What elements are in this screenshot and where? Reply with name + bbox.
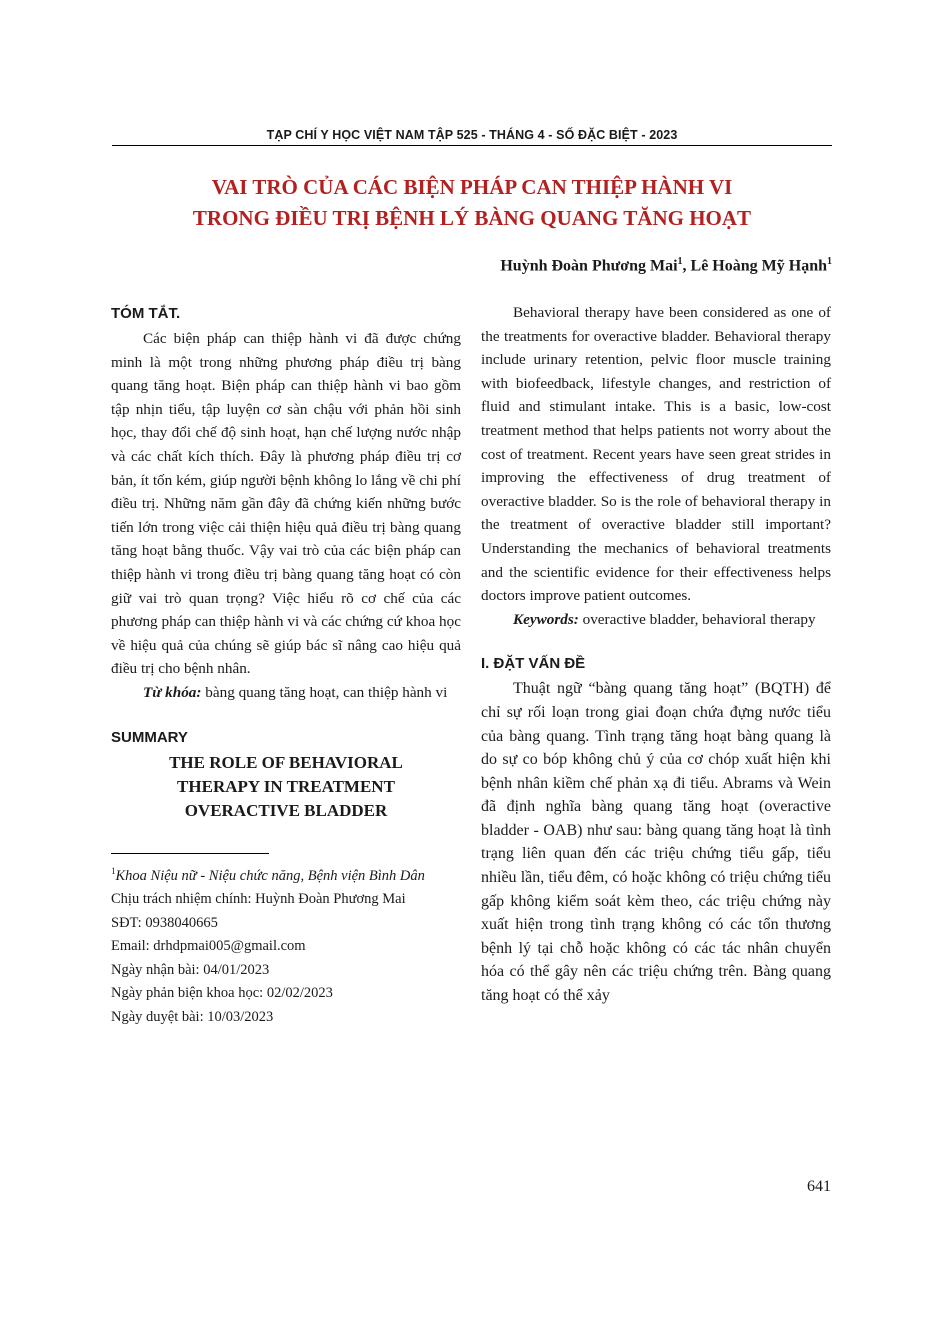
section-1-body: Thuật ngữ “bàng quang tăng hoạt” (BQTH) để chỉ sự rối loạn trong giai đoạn chứa đựng nước tiểu của bàng quang. Tình trạng tăng hoạt bàng quang là do sự co bóp không chủ ý của cơ chóp xuất hiện khi bệnh nhân kiềm chế phản xạ đi tiểu. Abrams và Wein đã định nghĩa bàng quang tăng hoạt (overactive bladder - OAB) như sau: bàng quang tăng hoạt là tình trạng liên quan đến các triệu chứng tiểu gấp, tiểu nhiều lần, tiểu đêm, có hoặc không có triệu chứng tiểu gấp không kiểm soát kèm theo, các triệu chứng này xuất hiện trong tình trạng không có các tổn thương bệnh lý tại chỗ hoặc không có các tác nhân chuyển hóa có thể gây nên các triệu chứng trên. Bàng quang tăng hoạt có thể xảy — [481, 680, 831, 1005]
author-1: Huỳnh Đoàn Phương Mai — [500, 257, 678, 275]
abstract-en-keywords — [481, 608, 831, 632]
footnote-affiliation — [111, 860, 461, 888]
keywords-vi-text: bàng quang tăng hoạt, can thiệp hành vi — [201, 683, 448, 701]
author-separator: , — [682, 257, 691, 275]
authors — [500, 256, 832, 275]
abstract-en-body: Behavioral therapy have been considered as one of the treatments for overactive bladder. Behavioral therapy include urinary retention, pelvic floor muscle training with biofeedback, lifestyle changes, and restriction of fluid and stimulant intake. This is a basic, low-cost treatment method that helps patients not worry about the cost of treatment. Recent years have seen great strides in improving the effectiveness of drug treatment of overactive bladder. So is the role of behavioral therapy in the treatment of overactive bladder still important? Understanding the mechanics of behavioral treatments and the scientific evidence for their effectiveness helps doctors improve patient outcomes. — [481, 304, 831, 605]
summary-title — [111, 751, 461, 823]
summary-heading: SUMMARY — [111, 728, 188, 746]
footnote-received-date: Ngày nhận bài: 04/01/2023 — [111, 961, 270, 978]
keywords-en-text: overactive bladder, behavioral therapy — [578, 610, 816, 628]
keywords-en-label: Keywords: — [513, 610, 579, 628]
section-1-heading: I. ĐẶT VẤN ĐỀ — [481, 655, 586, 673]
author-1-affiliation: 1 — [677, 256, 683, 267]
footnote-accepted-date: Ngày duyệt bài: 10/03/2023 — [111, 1008, 274, 1025]
footnote-email: Email: drhdpmai005@gmail.com — [111, 938, 306, 955]
abstract-vi-heading: TÓM TẮT. — [111, 305, 181, 322]
summary-title-line-1: THE ROLE OF BEHAVIORAL — [169, 752, 403, 772]
page-number: 641 — [807, 1178, 831, 1195]
footnote-review-date: Ngày phản biện khoa học: 02/02/2023 — [111, 985, 333, 1002]
summary-title-line-3: OVERACTIVE BLADDER — [184, 800, 388, 820]
footnote-divider — [111, 853, 269, 854]
footnote-phone: SĐT: 0938040665 — [111, 914, 218, 931]
keywords-vi-label: Từ khóa: — [143, 683, 202, 701]
author-2: Lê Hoàng Mỹ Hạnh — [690, 257, 827, 275]
author-2-affiliation: 1 — [827, 256, 832, 267]
summary-title-line-2: THERAPY IN TREATMENT — [177, 776, 395, 796]
article-title — [112, 172, 832, 234]
journal-header: TẠP CHÍ Y HỌC VIỆT NAM TẬP 525 - THÁNG 4 - SỐ ĐẶC BIỆT - 2023 — [112, 128, 832, 146]
abstract-vi-body: Các biện pháp can thiệp hành vi đã được chứng minh là một trong những phương pháp điều trị bàng quang tăng hoạt. Biện pháp can thiệp hành vi bao gồm tập nhịn tiểu, tập luyện cơ sàn chậu với phản hồi sinh học, thay đổi chế độ sinh hoạt, hạn chế lượng nước nhập và các chất kích thích. Đây là phương pháp điều trị cơ bản, ít tốn kém, giúp người bệnh không lo lắng về chi phí điều trị. Những năm gần đây đã chứng kiến những bước tiến lớn trong việc cải thiện hiệu quả điều trị bàng quang tăng hoạt bằng thuốc. Vậy vai trò của các biện pháp can thiệp hành vi trong điều trị bàng quang tăng hoạt có còn giữ vai trò quan trọng? Việc hiểu rõ cơ chế của các phương pháp can thiệp hành vi và các chứng cứ khoa học về hiệu quả của chúng sẽ giúp bác sĩ nâng cao hiệu quả điều trị cho bệnh nhân. — [111, 330, 461, 678]
left-column — [111, 301, 461, 1029]
footnote-affiliation-mark: 1 — [111, 865, 116, 876]
title-line-2: TRONG ĐIỀU TRỊ BỆNH LÝ BÀNG QUANG TĂNG HOẠT — [192, 206, 752, 230]
abstract-vi-keywords — [111, 681, 461, 705]
right-column — [481, 301, 831, 1008]
footnote-affiliation-text: Khoa Niệu nữ - Niệu chức năng, Bệnh viện Bình Dân — [115, 867, 425, 884]
title-line-1: VAI TRÒ CỦA CÁC BIỆN PHÁP CAN THIỆP HÀNH VI — [211, 175, 733, 199]
footnote-responsible: Chịu trách nhiệm chính: Huỳnh Đoàn Phương Mai — [111, 890, 406, 907]
